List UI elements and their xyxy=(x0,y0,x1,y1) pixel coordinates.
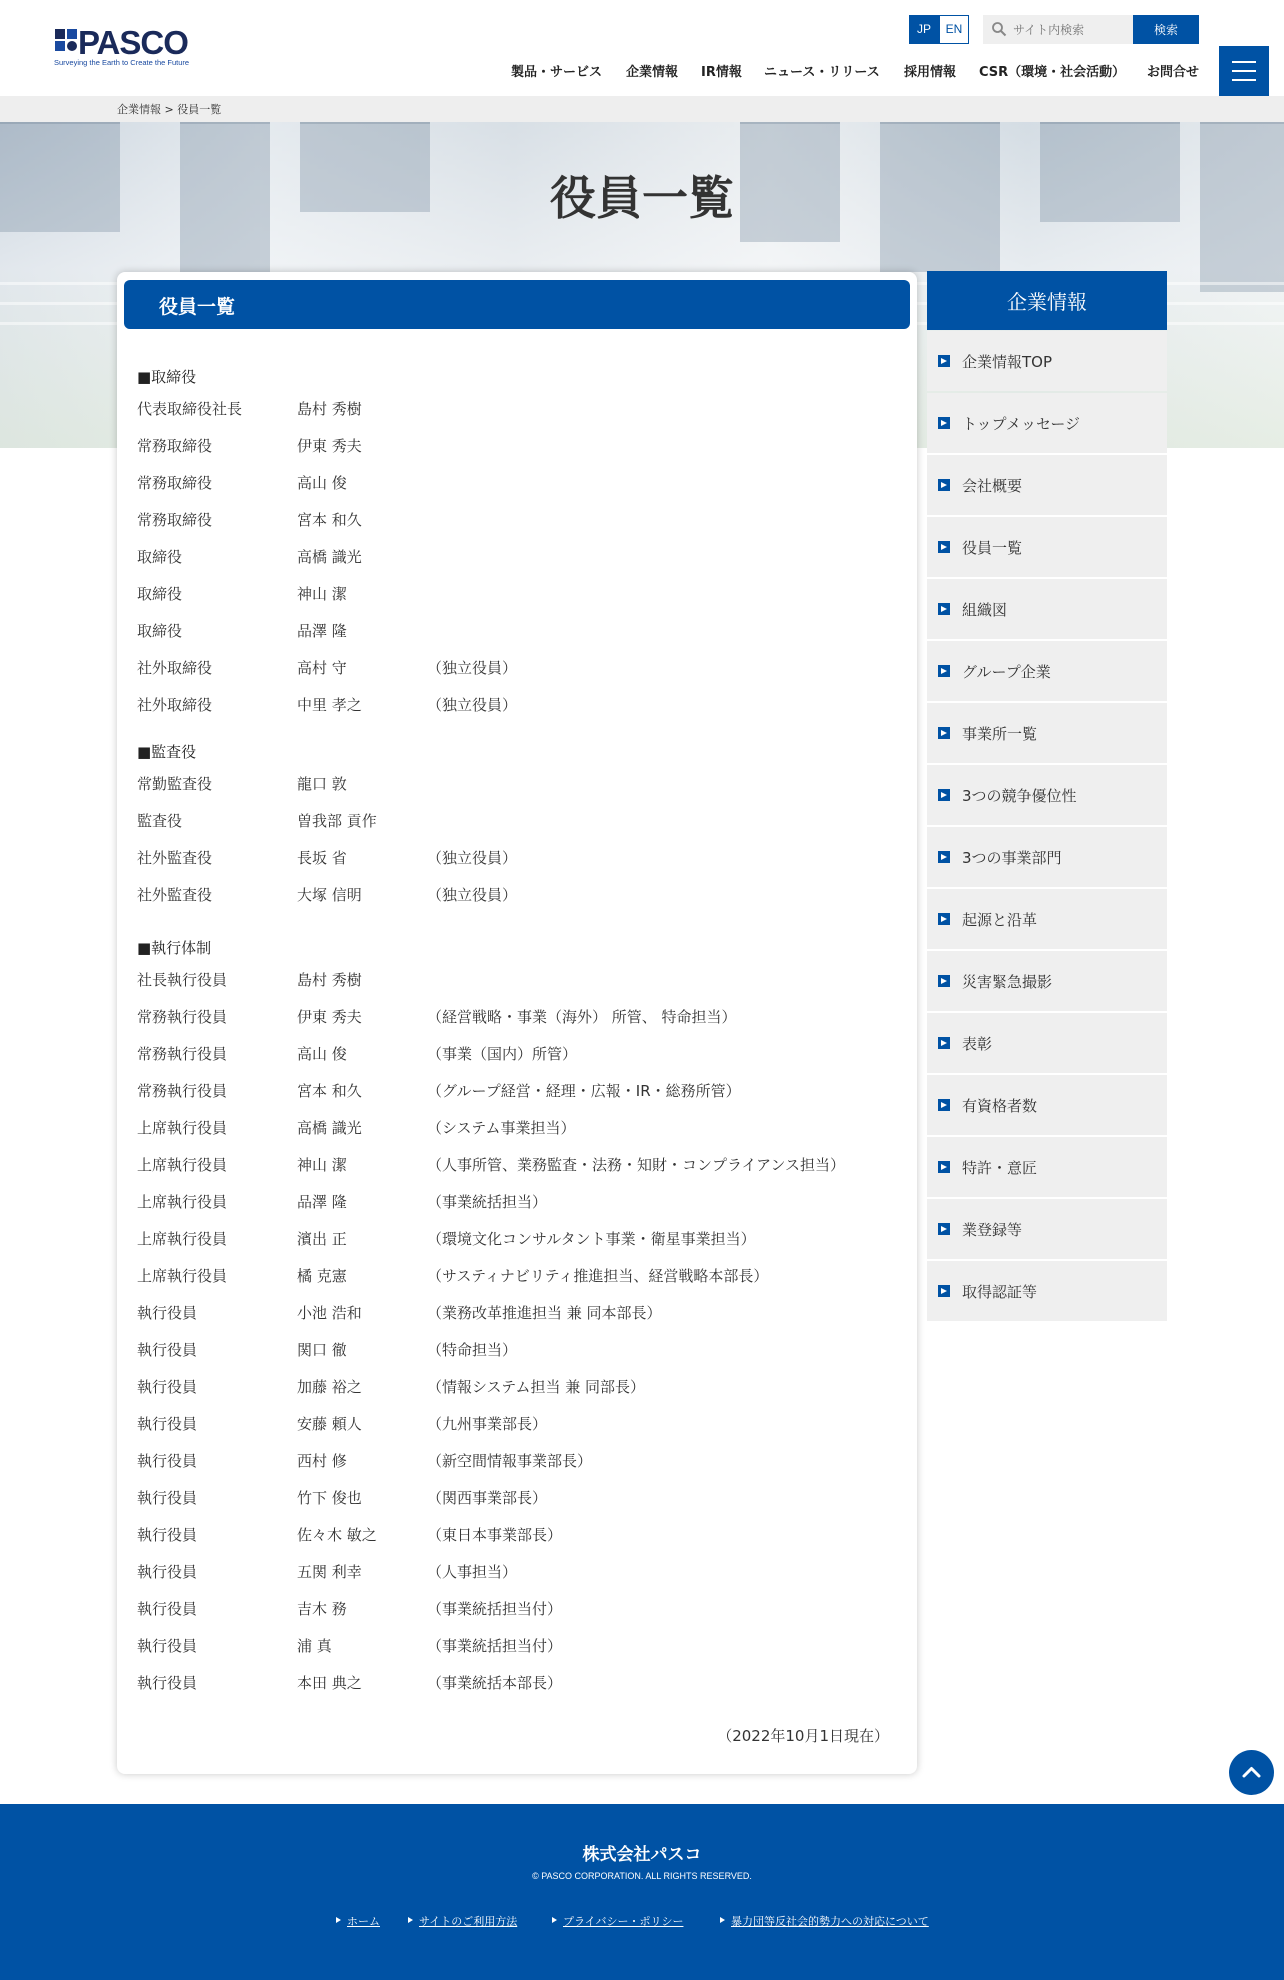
officer-position: 取締役 xyxy=(137,585,183,603)
officer-row xyxy=(137,1265,897,1287)
officer-row xyxy=(137,1006,897,1028)
officer-row xyxy=(137,773,897,795)
sidebar-item-label: グループ企業 xyxy=(962,663,1051,681)
officer-row xyxy=(137,694,897,716)
officer-note: （環境文化コンサルタント事業・衛星事業担当） xyxy=(427,1230,756,1248)
officer-row xyxy=(137,546,897,568)
nav-news-release[interactable]: ニュース・リリース xyxy=(764,65,880,80)
officer-note: （システム事業担当） xyxy=(427,1119,576,1137)
sidebar-item[interactable] xyxy=(927,393,1167,453)
sidebar-item[interactable] xyxy=(927,889,1167,949)
arrow-right-icon xyxy=(938,975,950,987)
nav-csr[interactable]: CSR（環境・社会活動） xyxy=(979,65,1126,80)
officer-note: （グループ経営・経理・広報・IR・総務所管） xyxy=(427,1082,741,1100)
officer-row xyxy=(137,1339,897,1361)
search-button[interactable]: 検索 xyxy=(1133,15,1199,44)
officer-row xyxy=(137,435,897,457)
officer-note: （独立役員） xyxy=(427,849,518,867)
lang-jp-button[interactable]: JP xyxy=(909,15,939,44)
officer-position: 上席執行役員 xyxy=(137,1230,228,1248)
officer-row xyxy=(137,1450,897,1472)
site-footer xyxy=(0,1804,1284,1980)
nav-company-info[interactable]: 企業情報 xyxy=(626,65,679,80)
officer-row xyxy=(137,1080,897,1102)
arrow-right-icon xyxy=(938,1161,950,1173)
sidebar-item-label: 取得認証等 xyxy=(962,1283,1038,1301)
logo-wordmark: PASCO xyxy=(78,24,188,61)
officer-row xyxy=(137,472,897,494)
officer-name: 橘 克憲 xyxy=(297,1267,347,1285)
officer-position: 常務執行役員 xyxy=(137,1082,228,1100)
officer-position: 社長執行役員 xyxy=(137,971,228,989)
officer-name: 高山 俊 xyxy=(297,1045,347,1063)
arrow-right-icon xyxy=(938,1037,950,1049)
officer-name: 島村 秀樹 xyxy=(297,971,362,989)
officer-note: （関西事業部長） xyxy=(427,1489,548,1507)
officer-name: 中里 孝之 xyxy=(297,696,362,714)
officer-position: 社外監査役 xyxy=(137,849,213,867)
sidebar-item-label: 役員一覧 xyxy=(962,539,1023,557)
officer-row xyxy=(137,884,897,906)
footer-link-site-usage[interactable]: サイトのご利用方法 xyxy=(419,1915,518,1928)
officer-name: 西村 修 xyxy=(297,1452,347,1470)
officer-name: 伊東 秀夫 xyxy=(297,1008,362,1026)
officer-position: 常務執行役員 xyxy=(137,1008,228,1026)
footer-link-privacy[interactable]: プライバシー・ポリシー xyxy=(563,1915,684,1928)
officer-name: 安藤 頼人 xyxy=(297,1415,362,1433)
officer-note: （人事担当） xyxy=(427,1563,518,1581)
main-nav xyxy=(0,61,1210,81)
officer-name: 宮本 和久 xyxy=(297,1082,362,1100)
officer-row xyxy=(137,1561,897,1583)
officer-note: （情報システム担当 兼 同部長） xyxy=(427,1378,646,1396)
sidebar-item-label: 災害緊急撮影 xyxy=(962,973,1053,991)
officer-note: （事業統括担当付） xyxy=(427,1637,563,1655)
officer-row xyxy=(137,1487,897,1509)
officer-position: 常勤監査役 xyxy=(137,775,213,793)
officer-name: 小池 浩和 xyxy=(297,1304,362,1322)
logo-tagline: Surveying the Earth to Create the Future xyxy=(54,58,190,67)
sidebar-item[interactable] xyxy=(927,1013,1167,1073)
officer-position: 監査役 xyxy=(137,812,183,830)
officer-note: （事業統括本部長） xyxy=(427,1674,563,1692)
sidebar-item-label: 会社概要 xyxy=(962,477,1023,495)
breadcrumb[interactable]: 企業情報 > 役員一覧 xyxy=(117,103,222,116)
sidebar-item[interactable] xyxy=(927,1261,1167,1321)
officer-position: 常務執行役員 xyxy=(137,1045,228,1063)
sidebar-item[interactable] xyxy=(927,331,1167,391)
officer-position: 執行役員 xyxy=(137,1341,198,1359)
arrow-right-icon xyxy=(938,789,950,801)
officer-note: （独立役員） xyxy=(427,886,518,904)
arrow-right-icon xyxy=(938,913,950,925)
officer-position: 社外監査役 xyxy=(137,886,213,904)
officer-name: 島村 秀樹 xyxy=(297,400,362,418)
officer-position: 執行役員 xyxy=(137,1415,198,1433)
section-heading: ■監査役 xyxy=(137,743,197,761)
officer-name: 浦 真 xyxy=(297,1637,332,1655)
section-heading: ■取締役 xyxy=(137,368,197,386)
officer-row xyxy=(137,1635,897,1657)
sidebar-item[interactable] xyxy=(927,703,1167,763)
officer-row xyxy=(137,620,897,642)
pasco-logo-mark xyxy=(54,28,78,52)
sidebar-item[interactable] xyxy=(927,951,1167,1011)
officer-note: （新空間情報事業部長） xyxy=(427,1452,593,1470)
nav-ir[interactable]: IR情報 xyxy=(701,65,742,80)
arrow-right-icon xyxy=(938,541,950,553)
officer-position: 執行役員 xyxy=(137,1378,198,1396)
officer-name: 濱出 正 xyxy=(297,1230,347,1248)
lang-en-button[interactable]: EN xyxy=(939,15,969,44)
officer-name: 竹下 俊也 xyxy=(297,1489,362,1507)
officer-position: 常務取締役 xyxy=(137,511,213,529)
officer-name: 神山 潔 xyxy=(297,585,347,603)
officer-position: 執行役員 xyxy=(137,1489,198,1507)
officer-note: （事業統括担当） xyxy=(427,1193,548,1211)
officer-name: 五関 利幸 xyxy=(297,1563,362,1581)
officer-name: 品澤 隆 xyxy=(297,1193,347,1211)
officer-name: 佐々木 敏之 xyxy=(297,1526,377,1544)
sidebar-item-label: 業登録等 xyxy=(962,1221,1023,1239)
officer-row xyxy=(137,1598,897,1620)
officer-name: 神山 潔 xyxy=(297,1156,347,1174)
officer-note: （特命担当） xyxy=(427,1341,518,1359)
hamburger-menu-button[interactable] xyxy=(1219,46,1269,96)
arrow-right-icon xyxy=(938,1099,950,1111)
officer-position: 上席執行役員 xyxy=(137,1156,228,1174)
officer-name: 長坂 省 xyxy=(297,849,347,867)
officer-position: 執行役員 xyxy=(137,1637,198,1655)
officer-position: 取締役 xyxy=(137,548,183,566)
page-top-button[interactable] xyxy=(1229,1750,1274,1795)
officer-row xyxy=(137,810,897,832)
arrow-right-icon xyxy=(938,1223,950,1235)
officer-row xyxy=(137,1672,897,1694)
officer-position: 執行役員 xyxy=(137,1600,198,1618)
sidebar-header xyxy=(927,271,1167,330)
officer-note: （サスティナビリティ推進担当、経営戦略本部長） xyxy=(427,1267,769,1285)
officer-position: 上席執行役員 xyxy=(137,1193,228,1211)
officer-note: （業務改革推進担当 兼 同本部長） xyxy=(427,1304,662,1322)
officer-row xyxy=(137,657,897,679)
arrow-right-icon xyxy=(938,417,950,429)
officer-row xyxy=(137,1376,897,1398)
sidebar-item-label: 起源と沿革 xyxy=(962,911,1038,929)
as-of-date: （2022年10月1日現在） xyxy=(717,1727,889,1745)
officer-note: （事業統括担当付） xyxy=(427,1600,563,1618)
officer-position: 執行役員 xyxy=(137,1563,198,1581)
officer-name: 高山 俊 xyxy=(297,474,347,492)
officer-name: 伊東 秀夫 xyxy=(297,437,362,455)
arrow-right-icon xyxy=(938,851,950,863)
officer-position: 取締役 xyxy=(137,622,183,640)
arrow-right-icon xyxy=(938,665,950,677)
officers-card xyxy=(117,272,917,1774)
footer-link-home[interactable]: ホーム xyxy=(347,1915,380,1928)
officer-row xyxy=(137,398,897,420)
breadcrumb-bar xyxy=(0,96,1284,122)
officer-name: 加藤 裕之 xyxy=(297,1378,362,1396)
sidebar-item[interactable] xyxy=(927,1199,1167,1259)
officer-position: 執行役員 xyxy=(137,1674,198,1692)
sidebar-item[interactable] xyxy=(927,579,1167,639)
officer-note: （人事所管、業務監査・法務・知財・コンプライアンス担当） xyxy=(427,1156,846,1174)
sidebar-item[interactable] xyxy=(927,827,1167,887)
officer-row xyxy=(137,1228,897,1250)
officer-name: 品澤 隆 xyxy=(297,622,347,640)
officer-name: 吉木 務 xyxy=(297,1600,347,1618)
officer-row xyxy=(137,847,897,869)
officer-row xyxy=(137,1413,897,1435)
officer-row xyxy=(137,509,897,531)
officer-position: 執行役員 xyxy=(137,1304,198,1322)
officer-row xyxy=(137,1154,897,1176)
sidebar-item[interactable] xyxy=(927,1075,1167,1135)
officer-row xyxy=(137,969,897,991)
sidebar-item-label: 企業情報TOP xyxy=(962,353,1053,371)
officer-name: 高村 守 xyxy=(297,659,347,677)
officer-note: （東日本事業部長） xyxy=(427,1526,563,1544)
sidebar-item-label: トップメッセージ xyxy=(962,415,1081,433)
footer-company-name: 株式会社パスコ xyxy=(582,1845,702,1865)
officer-note: （経営戦略・事業（海外） 所管、 特命担当） xyxy=(427,1008,737,1026)
hamburger-icon xyxy=(1232,61,1256,63)
officer-row xyxy=(137,1524,897,1546)
officer-position: 常務取締役 xyxy=(137,437,213,455)
sidebar-title: 企業情報 xyxy=(1007,290,1087,314)
officer-note: （独立役員） xyxy=(427,659,518,677)
officer-position: 執行役員 xyxy=(137,1452,198,1470)
card-title: 役員一覧 xyxy=(159,296,236,318)
sidebar-item-label: 組織図 xyxy=(962,601,1008,619)
officer-name: 高橋 識光 xyxy=(297,548,362,566)
officer-position: 上席執行役員 xyxy=(137,1119,228,1137)
nav-recruit[interactable]: 採用情報 xyxy=(904,65,957,80)
sidebar-item-label: 特許・意匠 xyxy=(962,1159,1038,1177)
officer-note: （九州事業部長） xyxy=(427,1415,548,1433)
sidebar-item-label: 事業所一覧 xyxy=(962,725,1038,743)
sidebar-item[interactable] xyxy=(927,765,1167,825)
arrow-right-icon xyxy=(938,479,950,491)
sidebar-item[interactable] xyxy=(927,1137,1167,1197)
search-box xyxy=(983,15,1133,44)
sidebar-item-label: 3つの競争優位性 xyxy=(962,787,1077,805)
officer-name: 曽我部 貢作 xyxy=(297,812,377,830)
site-header xyxy=(0,0,1284,96)
officer-name: 関口 徹 xyxy=(297,1341,347,1359)
officer-name: 龍口 敦 xyxy=(297,775,347,793)
nav-contact[interactable]: お問合せ xyxy=(1147,65,1200,80)
footer-link-antisocial-policy[interactable]: 暴力団等反社会的勢力への対応について xyxy=(731,1915,929,1928)
page-title: 役員一覧 xyxy=(550,171,734,225)
officer-row xyxy=(137,1117,897,1139)
officer-position: 社外取締役 xyxy=(137,696,213,714)
sidebar-item[interactable] xyxy=(927,455,1167,515)
officer-row xyxy=(137,583,897,605)
search-input[interactable] xyxy=(1013,15,1131,44)
arrow-right-icon xyxy=(938,727,950,739)
arrow-right-icon xyxy=(938,1285,950,1297)
chevron-up-icon xyxy=(1229,1750,1274,1795)
card-header xyxy=(124,280,910,329)
sidebar-item-label: 3つの事業部門 xyxy=(962,849,1062,867)
section-heading: ■執行体制 xyxy=(137,939,212,957)
footer-copyright: © PASCO CORPORATION. ALL RIGHTS RESERVED. xyxy=(532,1871,752,1881)
nav-products-services[interactable]: 製品・サービス xyxy=(511,65,603,80)
officer-position: 社外取締役 xyxy=(137,659,213,677)
officer-name: 宮本 和久 xyxy=(297,511,362,529)
arrow-right-icon xyxy=(938,603,950,615)
officer-position: 執行役員 xyxy=(137,1526,198,1544)
officer-note: （独立役員） xyxy=(427,696,518,714)
search-icon xyxy=(991,21,1007,37)
officer-position: 常務取締役 xyxy=(137,474,213,492)
officer-note: （事業（国内）所管） xyxy=(427,1045,578,1063)
sidebar-item[interactable] xyxy=(927,641,1167,701)
officer-name: 本田 典之 xyxy=(297,1674,362,1692)
officer-row xyxy=(137,1191,897,1213)
sidebar-item-label: 有資格者数 xyxy=(962,1097,1038,1115)
officer-position: 上席執行役員 xyxy=(137,1267,228,1285)
sidebar-item-label: 表彰 xyxy=(962,1035,993,1053)
sidebar-item[interactable] xyxy=(927,517,1167,577)
officer-position: 代表取締役社長 xyxy=(137,400,243,418)
officer-name: 大塚 信明 xyxy=(297,886,362,904)
officer-name: 高橋 識光 xyxy=(297,1119,362,1137)
arrow-right-icon xyxy=(938,355,950,367)
officer-row xyxy=(137,1043,897,1065)
officer-row xyxy=(137,1302,897,1324)
